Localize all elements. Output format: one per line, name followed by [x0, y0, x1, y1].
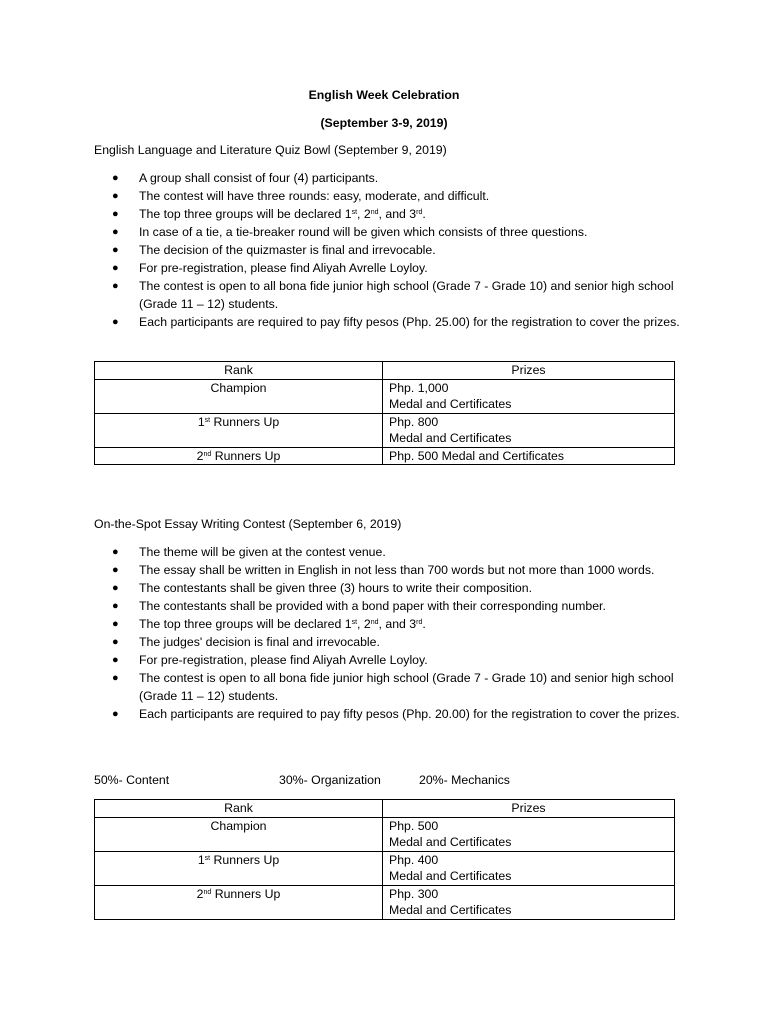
prize-award: Medal and Certificates — [389, 869, 512, 883]
table-row — [95, 885, 675, 919]
rule-text: The essay shall be written in English in not less than 700 words but not more than 1000 words. — [139, 563, 655, 577]
prize-award: Medal and Certificates — [389, 397, 512, 411]
rule-text: The contestants shall be given three (3) hours to write their composition. — [139, 581, 533, 595]
essay-heading: On-the-Spot Essay Writing Contest (September 6, 2019) — [94, 517, 402, 531]
list-item — [112, 706, 680, 724]
rule-text: The contest is open to all bona fide junior high school (Grade 7 - Grade 10) and senior high school (Grade 11 – 12) students. — [139, 671, 674, 703]
list-item — [112, 170, 680, 188]
bullet-icon: ● — [112, 618, 119, 630]
bullet-icon: ● — [112, 564, 119, 576]
rule-text: The theme will be given at the contest venue. — [139, 545, 386, 559]
essay-prizes-table — [94, 799, 675, 920]
prize-amount: Php. 800 — [389, 414, 439, 429]
rule-text: Each participants are required to pay fifty pesos (Php. 25.00) for the registration to cover the prizes. — [139, 314, 680, 329]
criteria-mechanics: 20%- Mechanics — [419, 773, 510, 787]
rank-cell: 2nd Runners Up — [95, 885, 383, 919]
list-item — [112, 206, 680, 224]
prize-cell — [383, 413, 675, 447]
prize-amount: Php. 1,000 — [389, 380, 449, 395]
prize-amount: Php. 400 — [389, 852, 439, 867]
rule-text: A group shall consist of four (4) participants. — [139, 171, 379, 185]
list-item — [112, 616, 680, 634]
list-item — [112, 634, 680, 652]
table-row — [95, 817, 675, 851]
prize-amount: Php. 500 Medal and Certificates — [389, 448, 564, 463]
bullet-icon: ● — [112, 244, 119, 256]
quiz-heading: English Language and Literature Quiz Bowl (September 9, 2019) — [94, 143, 447, 157]
bullet-icon: ● — [112, 172, 119, 184]
essay-rules-list — [112, 544, 680, 724]
list-item — [112, 260, 680, 278]
prizes-header: Prizes — [383, 362, 675, 380]
prize-cell — [383, 885, 675, 919]
quiz-prizes-table — [94, 361, 675, 465]
table-row — [95, 851, 675, 885]
prize-award: Medal and Certificates — [389, 903, 512, 917]
rule-text: The decision of the quizmaster is final and irrevocable. — [139, 243, 436, 257]
table-row — [95, 413, 675, 447]
rank-cell: 1st Runners Up — [95, 413, 383, 447]
list-item — [112, 580, 680, 598]
rule-text: For pre-registration, please find Aliyah Avrelle Loyloy. — [139, 653, 428, 667]
document-title: English Week Celebration — [308, 88, 460, 102]
bullet-icon: ● — [112, 208, 119, 220]
prize-cell — [383, 817, 675, 851]
rule-text: The contest will have three rounds: easy, moderate, and difficult. — [139, 189, 490, 203]
table-header-row — [95, 362, 675, 380]
bullet-icon: ● — [112, 262, 119, 274]
list-item — [112, 652, 680, 670]
bullet-icon: ● — [112, 600, 119, 612]
prize-cell — [383, 851, 675, 885]
prize-award: Medal and Certificates — [389, 431, 512, 445]
bullet-icon: ● — [112, 546, 119, 558]
bullet-icon: ● — [112, 315, 119, 328]
rank-cell: Champion — [95, 817, 383, 851]
bullet-icon: ● — [112, 280, 119, 292]
rule-text: In case of a tie, a tie-breaker round will be given which consists of three questions. — [139, 225, 588, 239]
bullet-icon: ● — [112, 672, 119, 684]
rank-header: Rank — [95, 362, 383, 380]
bullet-icon: ● — [112, 582, 119, 594]
list-item — [112, 562, 680, 580]
prizes-header: Prizes — [383, 800, 675, 818]
criteria-organization: 30%- Organization — [279, 773, 381, 787]
rank-cell: 2nd Runners Up — [95, 447, 383, 465]
table-row — [95, 379, 675, 413]
prize-amount: Php. 300 — [389, 886, 439, 901]
list-item — [112, 278, 680, 313]
list-item — [112, 314, 680, 332]
bullet-icon: ● — [112, 707, 119, 720]
list-item — [112, 598, 680, 616]
rule-text: The contestants shall be provided with a bond paper with their corresponding number. — [139, 599, 606, 613]
rule-text: The top three groups will be declared 1st, 2nd, and 3rd. — [139, 207, 426, 221]
prize-award: Medal and Certificates — [389, 835, 512, 849]
list-item — [112, 670, 680, 705]
prize-cell — [383, 447, 675, 465]
rank-header: Rank — [95, 800, 383, 818]
quiz-rules-list — [112, 170, 680, 332]
bullet-icon: ● — [112, 636, 119, 648]
list-item — [112, 188, 680, 206]
rank-cell: 1st Runners Up — [95, 851, 383, 885]
table-row — [95, 447, 675, 465]
rank-cell: Champion — [95, 379, 383, 413]
list-item — [112, 224, 680, 242]
prize-cell — [383, 379, 675, 413]
bullet-icon: ● — [112, 654, 119, 666]
criteria-content: 50%- Content — [94, 773, 170, 787]
rule-text: The top three groups will be declared 1st, 2nd, and 3rd. — [139, 617, 426, 631]
list-item — [112, 242, 680, 260]
rule-text: Each participants are required to pay fifty pesos (Php. 20.00) for the registration to cover the prizes. — [139, 706, 680, 721]
table-header-row — [95, 800, 675, 818]
rule-text: The judges' decision is final and irrevocable. — [139, 635, 380, 649]
bullet-icon: ● — [112, 190, 119, 202]
rule-text: For pre-registration, please find Aliyah Avrelle Loyloy. — [139, 261, 428, 275]
rule-text: The contest is open to all bona fide junior high school (Grade 7 - Grade 10) and senior high school (Grade 11 – 12) students. — [139, 279, 674, 311]
document-date-range: (September 3-9, 2019) — [320, 116, 448, 130]
prize-amount: Php. 500 — [389, 818, 439, 833]
list-item — [112, 544, 680, 562]
scoring-criteria — [94, 772, 684, 790]
bullet-icon: ● — [112, 226, 119, 238]
